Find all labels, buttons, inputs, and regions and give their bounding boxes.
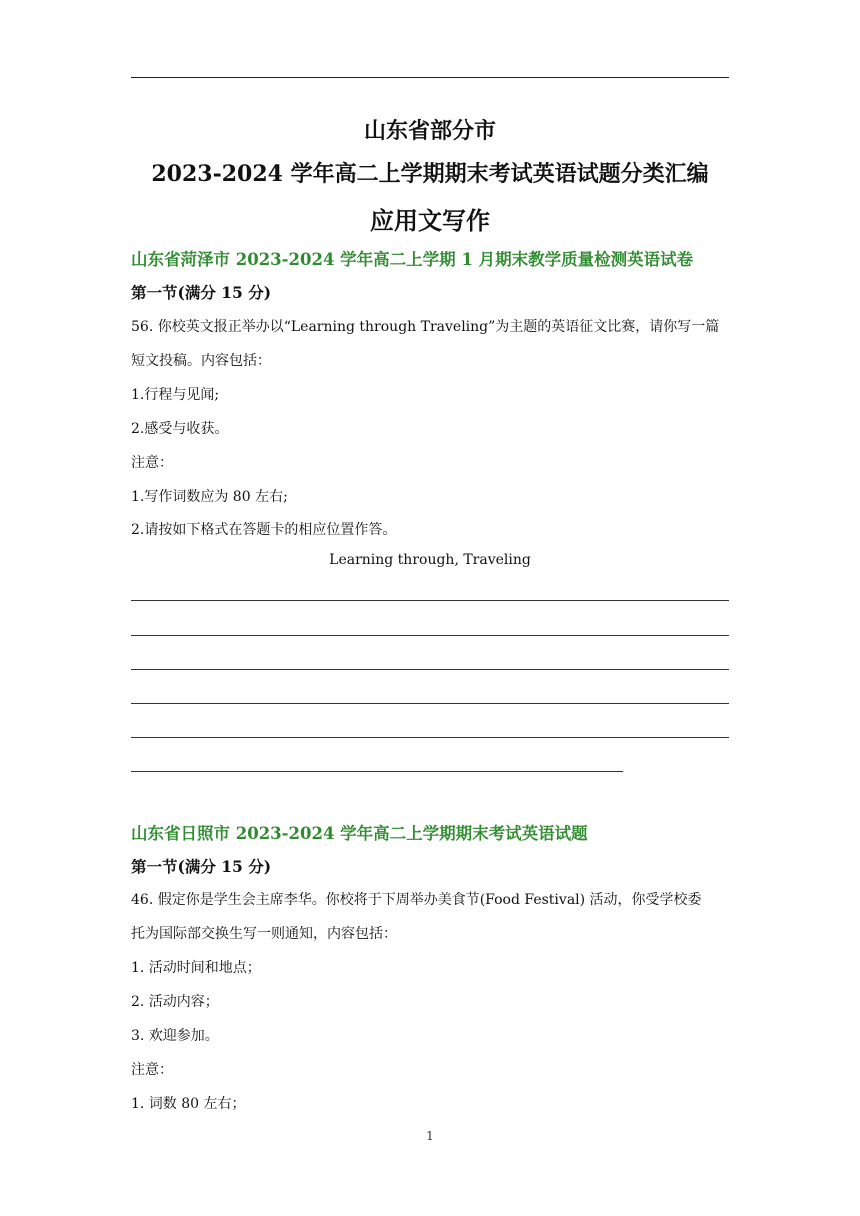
note-item: 1. 词数 80 左右；	[131, 1096, 246, 1112]
section-heading-rizhao: 山东省日照市 2023-2024 学年高二上学期期末考试英语试题	[131, 824, 588, 843]
note-item: 2.请按如下格式在答题卡的相应位置作答。	[131, 522, 397, 538]
essay-title: Learning through, Traveling	[329, 552, 531, 568]
note-label: 注意：	[131, 455, 173, 471]
content-item: 1. 活动时间和地点；	[131, 960, 261, 976]
doc-title-region: 山东省部分市	[363, 118, 496, 144]
content-item: 2. 活动内容；	[131, 994, 219, 1010]
page-number: 1	[426, 1129, 434, 1143]
section-heading-heze: 山东省菏泽市 2023-2024 学年高二上学期 1 月期末教学质量检测英语试卷	[131, 250, 694, 269]
question-text: 托为国际部交换生写一则通知，内容包括：	[131, 926, 397, 942]
question-text: 46. 假定你是学生会主席李华。你校将于下周举办美食节(Food Festival) 活动，你受学校委	[131, 892, 702, 908]
answer-line	[131, 635, 729, 636]
answer-line	[131, 669, 729, 670]
question-text: 56. 你校英文报正举办以“Learning through Traveling”为主题的英语征文比赛，请你写一篇	[131, 319, 720, 335]
answer-line	[131, 703, 729, 704]
note-label: 注意：	[131, 1062, 173, 1078]
content-item: 2.感受与收获。	[131, 421, 229, 437]
content-item: 3. 欢迎参加。	[131, 1028, 219, 1044]
content-item: 1.行程与见闻;	[131, 387, 220, 403]
note-item: 1.写作词数应为 80 左右;	[131, 489, 288, 505]
question-text: 短文投稿。内容包括：	[131, 353, 271, 369]
part-heading: 第一节(满分 15 分)	[131, 857, 272, 876]
doc-title-topic: 应用文写作	[370, 206, 490, 235]
answer-line	[131, 771, 623, 772]
answer-line	[131, 737, 729, 738]
part-heading: 第一节(满分 15 分)	[131, 283, 272, 302]
doc-title-collection: 2023-2024 学年高二上学期期末考试英语试题分类汇编	[151, 161, 709, 187]
answer-line	[131, 600, 729, 601]
header-rule	[131, 77, 729, 78]
